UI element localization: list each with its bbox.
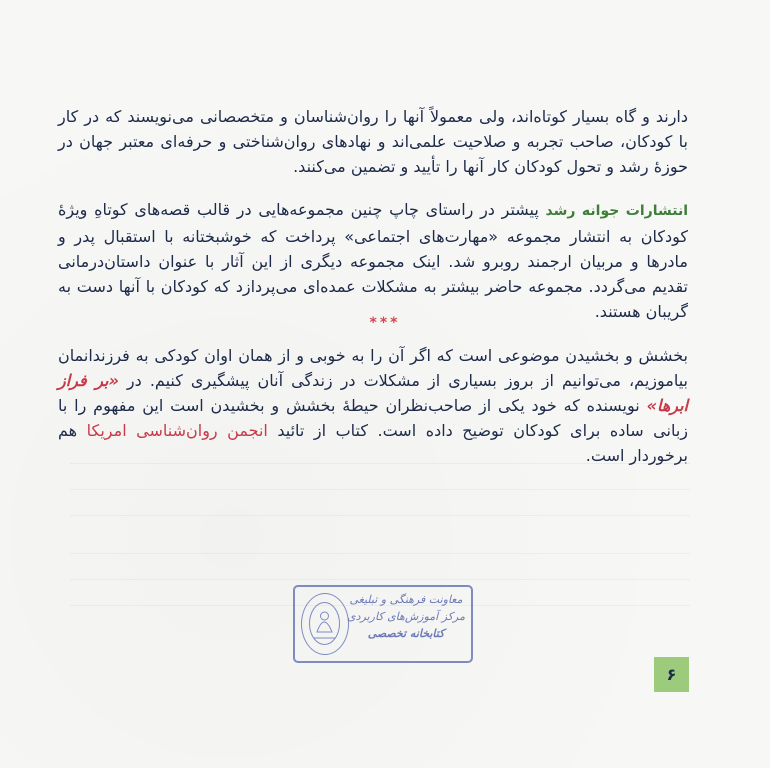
stamp-emblem-icon bbox=[301, 593, 349, 655]
paragraph-1 bbox=[58, 104, 688, 179]
stamp-line-3: کتابخانه تخصصی bbox=[367, 627, 445, 640]
bleed-through-line bbox=[70, 489, 690, 490]
paragraph-3 bbox=[58, 343, 688, 468]
bleed-through-line bbox=[70, 553, 690, 554]
paragraph-3-text-a: بخشش و بخشیدن موضوعی است که اگر آن را به خوبی و از همان اوان کودکی به فرزندانمان بیاموزیم، می‌توانیم از بروز بسیاری از مشکلات در زندگی آنان پیشگیری کنیم. در bbox=[58, 346, 688, 390]
paragraph-3-text-b: نویسنده که خود یکی از صاحب‌نظران حیطهٔ بخشش و بخشیدن است این مفهوم را با زبانی ساده برای کودکان توضیح داده است. کتاب از تائید bbox=[58, 396, 688, 440]
paragraph-3-text-c: هم برخوردار است. bbox=[58, 421, 688, 465]
paragraph-2-text: پیشتر در راستای چاپ چنین مجموعه‌هایی در قالب قصه‌های کوتاهِ ویژهٔ کودکان به انتشار مجموعه «مهارت‌های اجتماعی» پرداخت که خوشبختانه با استقبال پدر و مادرها و مربیان ارجمند روبرو شد. اینک مجموعه دیگری از این آثار با عنوان داستان‌درمانی تقدیم می‌گردد. مجموعه حاضر بیشتر به مشکلات عمده‌ای می‌پردازد که کودکان با آنها دست به گریبان هستند. bbox=[58, 200, 688, 321]
library-stamp bbox=[293, 585, 473, 663]
book-title: «بر فراز ابرها» bbox=[58, 371, 688, 415]
stamp-text bbox=[347, 591, 465, 642]
section-separator: *** bbox=[369, 315, 401, 331]
association-name: انجمن روان‌شناسی امریکا bbox=[86, 421, 268, 440]
page-number: ۶ bbox=[654, 657, 689, 692]
paragraph-1-text: دارند و گاه بسیار کوتاه‌اند، ولی معمولاً آنها را روان‌شناسان و متخصصانی می‌نویسند که در کار با کودکان، صاحب تجربه و صلاحیت علمی‌اند و نهادهای روان‌شناختی و حرفه‌ای معتبر جهان در حوزهٔ رشد و تحول کودکان کار آنها را تأیید و تضمین می‌کنند. bbox=[58, 107, 688, 176]
bleed-through-line bbox=[70, 515, 690, 516]
publisher-name: انتشارات جوانه رشد bbox=[545, 203, 688, 219]
stamp-line-2: مرکز آموزش‌های کاربردی bbox=[347, 610, 465, 623]
bleed-through-line bbox=[70, 579, 690, 580]
stamp-line-1: معاونت فرهنگی و تبلیغی bbox=[349, 593, 463, 606]
paragraph-2 bbox=[58, 197, 688, 324]
